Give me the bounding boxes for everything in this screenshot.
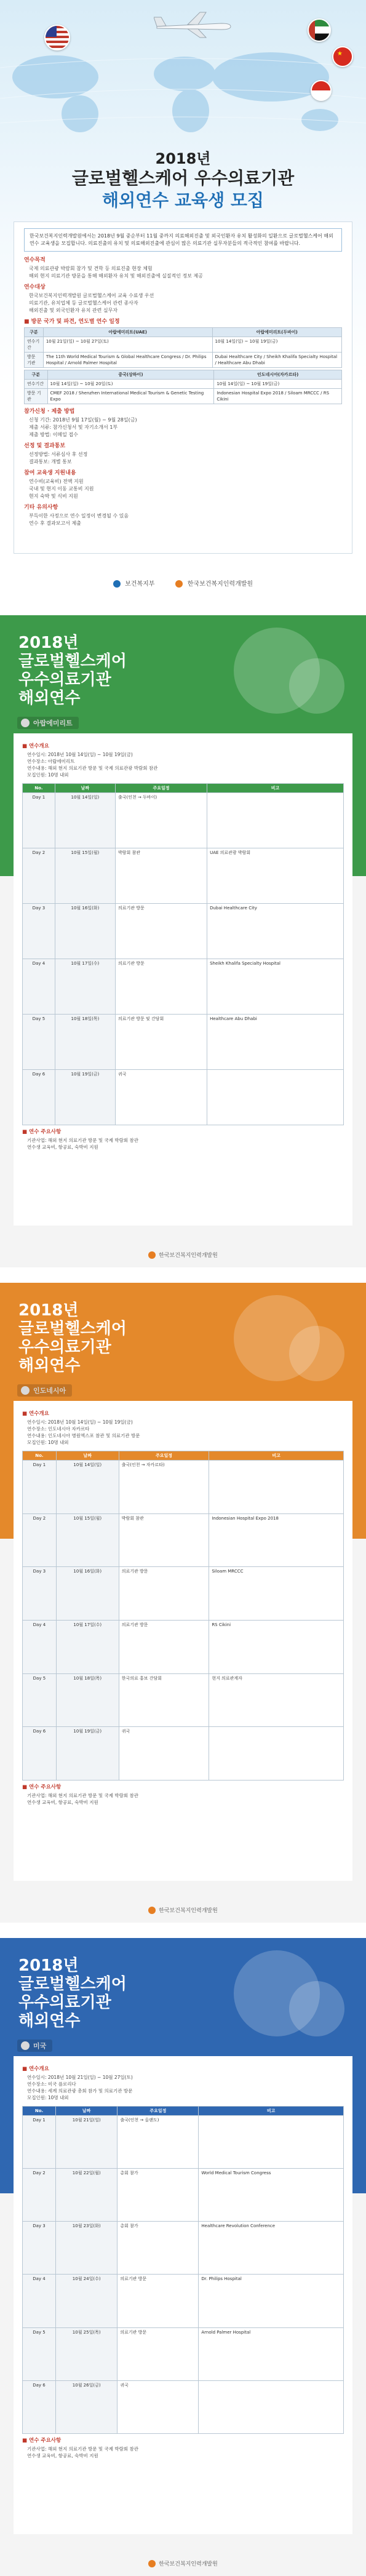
section-item: 신청 기간: 2018년 9월 17일(월) ~ 9월 28일(금) — [29, 417, 137, 423]
mohw-logo-icon — [113, 580, 121, 588]
table-header-cell: 주요일정 — [117, 2107, 199, 2116]
table-cell — [209, 1461, 344, 1514]
country-title — [18, 634, 127, 708]
table-header-cell: 인도네시아(자카르타) — [214, 370, 342, 380]
table-cell: 의료기관 방문 — [117, 2275, 199, 2327]
table-cell: 총회 참가 — [117, 2222, 199, 2275]
table-cell: Sheikh Khalifa Specialty Hospital — [207, 959, 344, 1015]
table-cell: 출국(인천 → 올랜도) — [117, 2116, 199, 2169]
notes-heading: ■ 연수 주요사항 — [22, 1784, 62, 1790]
table-cell: 현지 의료관계자 — [209, 1673, 344, 1727]
table-cell: 방문 기관 — [25, 353, 44, 368]
table-header-cell: 아랍에미리트(UAE) — [43, 328, 212, 337]
overview-heading: ■ 연수개요 — [22, 2066, 49, 2072]
section-heading: 연수대상 — [24, 284, 46, 290]
header-year: 2018년 — [155, 150, 211, 167]
country-title-line: 우수의료기관 — [18, 1338, 111, 1357]
table-cell: Day 5 — [23, 1673, 57, 1727]
note-item: 연수생 교육비, 항공료, 숙박비 지원 — [27, 1144, 98, 1150]
itinerary-table — [22, 1451, 344, 1780]
table-row — [23, 2169, 344, 2222]
uae-flag-icon — [308, 18, 331, 42]
notes-heading: ■ 연수 주요사항 — [22, 1129, 62, 1135]
overview-item: 연수일시: 2018년 10월 14일(일) ~ 10월 19일(금) — [27, 1419, 133, 1425]
section-heading: 연수목적 — [24, 257, 46, 263]
kohi-logo-icon — [148, 1251, 156, 1259]
table-cell — [207, 793, 344, 848]
country-badge — [17, 717, 79, 729]
table-row — [23, 2222, 344, 2275]
kohi-logo-icon — [148, 2560, 156, 2567]
table-cell: Day 3 — [23, 904, 55, 959]
table-cell: Day 6 — [23, 1070, 55, 1125]
table-header-cell: 날짜 — [56, 1451, 119, 1461]
table-cell: 10월 16일(화) — [56, 1567, 119, 1621]
intro-text: 한국보건복지인력개발원에서는 2018년 9월 중순부터 11월 중까지 의료해외진출 및 외국인환자 유치 활성화의 일환으로 글로벌헬스케어 해외연수 교육생을 모집합니다. 의료진출의 유치 및 의료해외진출에 관심이 많은 의료기관 실무자분들의 적극적인 참여를 바랍니다. — [24, 228, 342, 252]
table-cell: 박람회 참관 — [119, 1513, 209, 1567]
table-row — [23, 1513, 344, 1567]
section-item: 한국보건복지인력개발원 글로벌헬스케어 교육 수료생 우선 — [29, 293, 154, 298]
table-cell: 의료기관 방문 — [119, 1620, 209, 1673]
country-flag-icon — [21, 2041, 30, 2050]
table-row — [23, 1015, 344, 1070]
section-item: 국제 의료관광 박람회 참가 및 견학 등 의료진출 현장 체험 — [29, 266, 153, 271]
country-footer-logo: 한국보건복지인력개발원 — [0, 1906, 366, 1915]
header-subtitle: 해외연수 교육생 모집 — [102, 190, 264, 210]
country-title — [18, 1956, 127, 2030]
table-header-cell: 주요일정 — [119, 1451, 209, 1461]
overview-item: 모집인원: 10명 내외 — [27, 1440, 69, 1445]
table-cell: 10월 17일(수) — [55, 959, 115, 1015]
table-cell: 한국의료 홍보 간담회 — [119, 1673, 209, 1727]
country-flag-icon — [21, 719, 30, 727]
table-cell: Dubai Healthcare City / Sheikh Khalifa Specialty Hospital / Healthcare Abu Dhabi — [212, 353, 342, 368]
country-title-line: 2018년 — [18, 634, 79, 652]
table-row — [23, 1727, 344, 1780]
country-title-line: 글로벌헬스케어 — [18, 1320, 127, 1338]
table-cell: 박람회 참관 — [115, 848, 207, 904]
table-row — [23, 2327, 344, 2380]
china-flag-icon: ★ — [332, 46, 353, 67]
section-item: 결과통보: 개별 통보 — [29, 459, 72, 465]
table-header-cell: 날짜 — [56, 2107, 117, 2116]
table-row — [23, 1567, 344, 1621]
country-footer-logo: 한국보건복지인력개발원 — [0, 2559, 366, 2568]
section-item: 제출 서류: 참가신청서 및 자기소개서 1부 — [29, 425, 118, 430]
overview-heading: ■ 연수개요 — [22, 1411, 49, 1417]
section-heading: 참여 교육생 지원내용 — [24, 470, 76, 476]
table-cell: World Medical Tourism Congress — [199, 2169, 344, 2222]
table-cell: Day 3 — [23, 1567, 57, 1621]
table-row — [23, 959, 344, 1015]
country-title-line: 우수의료기관 — [18, 671, 111, 689]
table-cell: Day 2 — [23, 2169, 56, 2222]
overview-item: 연수일시: 2018년 10월 21일(일) ~ 10월 27일(토) — [27, 2075, 133, 2080]
country-badge — [17, 2040, 52, 2052]
table-cell: Dubai Healthcare City — [207, 904, 344, 959]
itinerary-table — [22, 2106, 344, 2434]
table-header-cell: 비고 — [209, 1451, 344, 1461]
country-badge-label: 아랍에미리트 — [33, 719, 73, 727]
country-title-line: 글로벌헬스케어 — [18, 1975, 127, 1993]
table-cell: 출국(인천 → 두바이) — [115, 793, 207, 848]
section-item: 연수비(교육비) 전액 지원 — [29, 479, 84, 484]
table-header-cell: 중국(상하이) — [47, 370, 214, 380]
section-item: 제출 방법: 이메일 접수 — [29, 432, 78, 437]
country-footer-logo: 한국보건복지인력개발원 — [0, 1251, 366, 1259]
table-cell: Day 1 — [23, 1461, 57, 1514]
table-row — [23, 1070, 344, 1125]
indonesia-flag-icon — [311, 80, 332, 101]
table-cell: 10월 25일(목) — [56, 2327, 117, 2380]
overview-item: 연수장소: 인도네시아 자카르타 — [27, 1426, 90, 1432]
table-cell: Day 2 — [23, 1513, 57, 1567]
kohi-logo-icon — [175, 580, 183, 588]
usa-flag-icon — [44, 25, 70, 50]
table-cell: The 11th World Medical Tourism & Global Healthcare Congress / Dr. Philips Hospital / Arnold Palmer Hospital — [43, 353, 212, 368]
table-cell: Dr. Philips Hospital — [199, 2275, 344, 2327]
table-cell: RS Cikini — [209, 1620, 344, 1673]
overview-item: 모집인원: 10명 내외 — [27, 772, 69, 778]
table-row — [23, 1620, 344, 1673]
table-cell: 10월 14일(일) — [55, 793, 115, 848]
country-title-line: 해외연수 — [18, 689, 81, 708]
country-section — [0, 615, 366, 1267]
overview-item: 모집인원: 10명 내외 — [27, 2095, 69, 2100]
itinerary-table — [22, 783, 344, 1125]
table-cell: 10월 14일(일) ~ 10월 20일(토) — [47, 380, 214, 389]
table-cell: Indonesian Hospital Expo 2018 / Siloam MRCCC / RS Cikini — [214, 389, 342, 404]
schedule-table-2 — [24, 370, 342, 404]
note-item: 기관사업: 해외 현지 의료기관 방문 및 국제 박람회 참관 — [27, 1792, 138, 1798]
table-header-cell: 구분 — [25, 370, 48, 380]
table-row — [23, 1461, 344, 1514]
table-cell: 귀국 — [117, 2380, 199, 2433]
table-cell: 10월 22일(월) — [56, 2169, 117, 2222]
table-cell: 방문 기관 — [25, 389, 48, 404]
overview-heading: ■ 연수개요 — [22, 743, 49, 749]
table-cell: 연수기간 — [25, 380, 48, 389]
table-cell: 10월 24일(수) — [56, 2275, 117, 2327]
country-title-line: 우수의료기관 — [18, 1993, 111, 2012]
table-cell — [199, 2380, 344, 2433]
table-cell: 10월 26일(금) — [56, 2380, 117, 2433]
table-cell: 10월 21일(일) ~ 10월 27일(토) — [43, 337, 212, 353]
table-cell: 의료기관 방문 — [119, 1567, 209, 1621]
overview-item: 연수내용: 해외 현지 의료기관 방문 및 국제 의료관광 박람회 참관 — [27, 765, 158, 771]
table-cell: 10월 18일(목) — [56, 1673, 119, 1727]
table-cell — [207, 1070, 344, 1125]
section-item: 부득이한 사정으로 연수 일정이 변경될 수 있음 — [29, 513, 129, 519]
table-row — [25, 353, 342, 368]
table-cell — [209, 1727, 344, 1780]
section-item: 국내 및 현지 이동 교통비 지원 — [29, 486, 94, 492]
section-item: 의료기관, 유치업체 등 글로벌헬스케어 관련 종사자 — [29, 300, 138, 306]
overview-item: 연수내용: 인도네시아 병원엑스포 참관 및 의료기관 방문 — [27, 1433, 140, 1438]
table-row — [23, 848, 344, 904]
notice-document — [14, 221, 352, 554]
country-panel — [14, 733, 352, 1226]
table-cell: 10월 21일(일) — [56, 2116, 117, 2169]
table-row — [23, 793, 344, 848]
table-cell: Day 4 — [23, 959, 55, 1015]
section-item: 해외진출 및 외국인환자 유치 관련 실무자 — [29, 308, 118, 313]
table-header-cell: No. — [23, 2107, 56, 2116]
section-item: 해외 현지 의료기관 방문을 통해 해외환자 유치 및 해외진출에 실질적인 정보 제공 — [29, 273, 203, 279]
footer-org1: 보건복지부 — [125, 581, 155, 588]
table-cell: Day 3 — [23, 2222, 56, 2275]
country-flag-icon — [21, 1386, 30, 1395]
table-cell: UAE 의료관광 박람회 — [207, 848, 344, 904]
table-cell: 의료기관 방문 — [117, 2327, 199, 2380]
table-cell: 총회 참가 — [117, 2169, 199, 2222]
country-section — [0, 1283, 366, 1923]
note-item: 연수생 교육비, 항공료, 숙박비 지원 — [27, 1799, 98, 1805]
airplane-icon — [154, 11, 234, 39]
table-cell: Day 2 — [23, 848, 55, 904]
table-cell: Day 6 — [23, 1727, 57, 1780]
country-badge-label: 미국 — [33, 2042, 47, 2050]
table-cell: 귀국 — [119, 1727, 209, 1780]
table-cell: Day 4 — [23, 2275, 56, 2327]
table-cell: 10월 16일(화) — [55, 904, 115, 959]
country-badge — [17, 1384, 72, 1397]
table-cell: Siloam MRCCC — [209, 1567, 344, 1621]
table-cell: 의료기관 방문 및 간담회 — [115, 1015, 207, 1070]
country-section — [0, 1938, 366, 2576]
country-title-line: 해외연수 — [18, 2012, 81, 2030]
schedule-table — [24, 327, 342, 368]
table-cell: CMEF 2018 / Shenzhen International Medical Tourism & Genetic Testing Expo — [47, 389, 214, 404]
table-cell — [199, 2116, 344, 2169]
country-title-line: 글로벌헬스케어 — [18, 652, 127, 671]
section-item: 선정방법: 서류심사 후 선정 — [29, 452, 88, 457]
table-cell: Healthcare Abu Dhabi — [207, 1015, 344, 1070]
table-cell: 10월 19일(금) — [55, 1070, 115, 1125]
overview-item: 연수내용: 세계 의료관광 총회 참가 및 의료기관 방문 — [27, 2088, 133, 2094]
note-item: 기관사업: 해외 현지 의료기관 방문 및 국제 박람회 참관 — [27, 1138, 138, 1143]
overview-item: 연수장소: 미국 플로리다 — [27, 2081, 76, 2087]
table-header-cell: 비고 — [207, 784, 344, 793]
table-cell: Day 6 — [23, 2380, 56, 2433]
country-title — [18, 1301, 127, 1375]
table-header-cell: 구분 — [25, 328, 44, 337]
table-cell: Day 5 — [23, 2327, 56, 2380]
country-title-line: 2018년 — [18, 1301, 79, 1320]
section-heading: 기타 유의사항 — [24, 504, 58, 511]
country-badge-label: 인도네시아 — [33, 1387, 66, 1395]
table-cell: 10월 18일(목) — [55, 1015, 115, 1070]
overview-item: 연수장소: 아랍에미리트 — [27, 759, 75, 764]
table-cell: 10월 15일(월) — [56, 1513, 119, 1567]
table-cell: Day 5 — [23, 1015, 55, 1070]
overview-item: 연수일시: 2018년 10월 14일(일) ~ 10월 19일(금) — [27, 752, 133, 757]
table-cell: 의료기관 방문 — [115, 959, 207, 1015]
table-header-cell: 주요일정 — [115, 784, 207, 793]
footer-org2: 한국보건복지인력개발원 — [187, 581, 253, 588]
table-cell: 10월 15일(월) — [55, 848, 115, 904]
table-row — [23, 1673, 344, 1727]
header-title: 글로벌헬스케어 우수의료기관 — [71, 168, 295, 188]
table-row — [23, 2275, 344, 2327]
footer-orgs — [0, 561, 366, 604]
table-cell: 10월 17일(수) — [56, 1620, 119, 1673]
section-heading: 선정 및 결과통보 — [24, 443, 66, 449]
table-header-cell: 날짜 — [55, 784, 115, 793]
table-row — [25, 380, 342, 389]
table-row — [25, 389, 342, 404]
table-header-cell: No. — [23, 1451, 57, 1461]
table-row — [23, 904, 344, 959]
table-cell: 10월 14일(일) — [56, 1461, 119, 1514]
section-item: 현지 숙박 및 식비 지원 — [29, 493, 78, 499]
table-cell: Day 1 — [23, 793, 55, 848]
table-cell: 출국(인천 → 자카르타) — [119, 1461, 209, 1514]
note-item: 기관사업: 해외 현지 의료기관 방문 및 국제 박람회 참관 — [27, 2446, 138, 2452]
note-item: 연수생 교육비, 항공료, 숙박비 지원 — [27, 2452, 98, 2458]
section-item: 연수 후 결과보고서 제출 — [29, 520, 81, 526]
section-heading: 참가신청 · 제출 방법 — [24, 409, 75, 415]
table-cell: 10월 19일(금) — [56, 1727, 119, 1780]
table-cell: 의료기관 방문 — [115, 904, 207, 959]
table-cell: 10월 14일(일) ~ 10월 19일(금) — [212, 337, 342, 353]
country-title-line: 2018년 — [18, 1956, 79, 1975]
table-cell: Healthcare Revolution Conference — [199, 2222, 344, 2275]
table-cell: 10월 23일(화) — [56, 2222, 117, 2275]
table-cell: Arnold Palmer Hospital — [199, 2327, 344, 2380]
table-row — [23, 2116, 344, 2169]
country-panel — [14, 1401, 352, 1881]
table-cell: Day 1 — [23, 2116, 56, 2169]
table-cell: Day 4 — [23, 1620, 57, 1673]
notes-heading: ■ 연수 주요사항 — [22, 2437, 62, 2444]
table-cell: 10월 14일(일) ~ 10월 19일(금) — [214, 380, 342, 389]
country-title-line: 해외연수 — [18, 1357, 81, 1375]
table-cell: Indonesian Hospital Expo 2018 — [209, 1513, 344, 1567]
table-cell: 연수기간 — [25, 337, 44, 353]
table-header-cell: 비고 — [199, 2107, 344, 2116]
table-row — [23, 2380, 344, 2433]
table-header-cell: No. — [23, 784, 55, 793]
country-panel — [14, 2056, 352, 2534]
table-row — [25, 337, 342, 353]
kohi-logo-icon — [148, 1907, 156, 1914]
schedule-heading: ■ 방문 국가 및 파견, 연도별 연수 일정 — [24, 319, 120, 325]
table-header-cell: 아랍에미리트(두바이) — [212, 328, 342, 337]
table-cell: 귀국 — [115, 1070, 207, 1125]
